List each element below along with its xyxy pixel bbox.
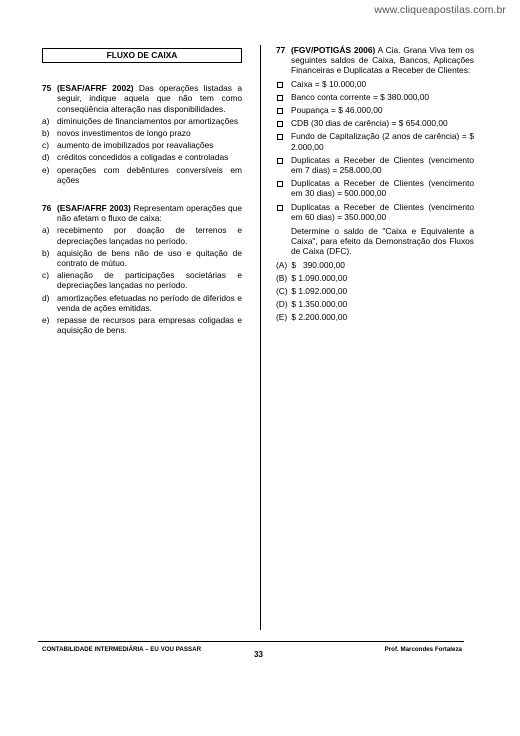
question-number: 76 [42, 203, 52, 214]
square-bullet-icon [276, 118, 291, 128]
square-bullet-icon [276, 202, 291, 222]
answer-a: (A) $ 390.000,00 [276, 259, 345, 270]
balance-item: Banco conta corrente = $ 380.000,00 [276, 92, 474, 102]
question-75 [42, 83, 242, 185]
footer-rule [38, 641, 464, 642]
option-b: b) aquisição de bens não de uso e quitação de contrato de mútuo. [42, 247, 242, 269]
question-text: Das operações listadas a seguir, indique aquela que não tem como conseqüência alteração nas disponibilidades. [57, 83, 243, 114]
option-e: e) repasse de recursos para empresas coligadas e aquisição de bens. [42, 315, 242, 336]
footer-course-title: CONTABILIDADE INTERMEDIÁRIA – EU VOU PASSAR [42, 646, 202, 653]
balance-item: Poupança = $ 46.000,00 [276, 105, 474, 115]
question-76 [42, 203, 242, 335]
footer-author: Prof. Marcondes Fortaleza [384, 646, 462, 653]
option-a: a) recebimento por doação de terrenos e depreciações lançadas no período. [42, 225, 242, 246]
question-text: A Cia. Grana Viva tem os seguintes saldos de Caixa, Bancos, Aplicações Financeiras e Duplicatas a Receber de Clientes: [291, 45, 475, 76]
question-77 [276, 45, 474, 76]
balance-item: Duplicatas a Receber de Clientes (vencimento em 7 dias) = 258.000,00 [276, 155, 474, 175]
section-title: FLUXO DE CAIXA [42, 48, 242, 63]
option-d: d) amortizações efetuadas no período de diferidos e venda de ações emitidas. [42, 292, 242, 313]
question-instruction: Determine o saldo de "Caixa e Equivalente a Caixa", para efeito da Demonstração dos Fluxos de Caixa (DFC). [291, 226, 474, 257]
page-number: 33 [254, 650, 263, 659]
answer-e: (E) $ 2.200.000,00 [276, 312, 348, 323]
option-d: d) créditos concedidos a coligadas e controladas [42, 152, 229, 163]
square-bullet-icon [276, 131, 291, 151]
balance-item: Caixa = $ 10.000,00 [276, 79, 474, 89]
question-number: 77 [276, 45, 286, 55]
answer-c: (C) $ 1.092.000,00 [276, 286, 348, 297]
balance-item: Duplicatas a Receber de Clientes (vencimento em 30 dias) = 500.000,00 [276, 178, 474, 198]
answer-d: (D) $ 1.350.000,00 [276, 299, 348, 310]
question-text: Representam operações que não afetam o fluxo de caixa: [57, 203, 242, 224]
balance-item: Duplicatas a Receber de Clientes (vencimento em 60 dias) = 350.000,00 [276, 202, 474, 222]
question-source: (FGV/POTIGÁS 2006) [291, 45, 376, 55]
question-source: (ESAF/AFRF 2002) [57, 83, 134, 94]
site-url[interactable]: www.cliqueapostilas.com.br [374, 4, 506, 16]
option-a: a) diminuições de financiamentos por amortizações [42, 115, 239, 126]
option-e: e) operações com debêntures conversíveis em ações [42, 164, 242, 185]
option-c: c) aumento de imobilizados por reavaliações [42, 140, 214, 151]
square-bullet-icon [276, 105, 291, 115]
square-bullet-icon [276, 155, 291, 175]
square-bullet-icon [276, 79, 291, 89]
question-source: (ESAF/AFRF 2003) [57, 203, 131, 214]
right-column [276, 45, 474, 323]
option-b: b) novos investimentos de longo prazo [42, 128, 191, 139]
question-number: 75 [42, 83, 52, 94]
square-bullet-icon [276, 92, 291, 102]
column-divider [260, 45, 261, 630]
balance-item: CDB (30 dias de carência) = $ 654.000,00 [276, 118, 474, 128]
square-bullet-icon [276, 178, 291, 198]
left-column [42, 48, 242, 353]
answer-b: (B) $ 1.090.000,00 [276, 272, 348, 283]
balance-item: Fundo de Capitalização (2 anos de carência) = $ 2.000,00 [276, 131, 474, 151]
option-c: c) alienação de participações societárias e depreciações lançadas no período. [42, 270, 242, 291]
